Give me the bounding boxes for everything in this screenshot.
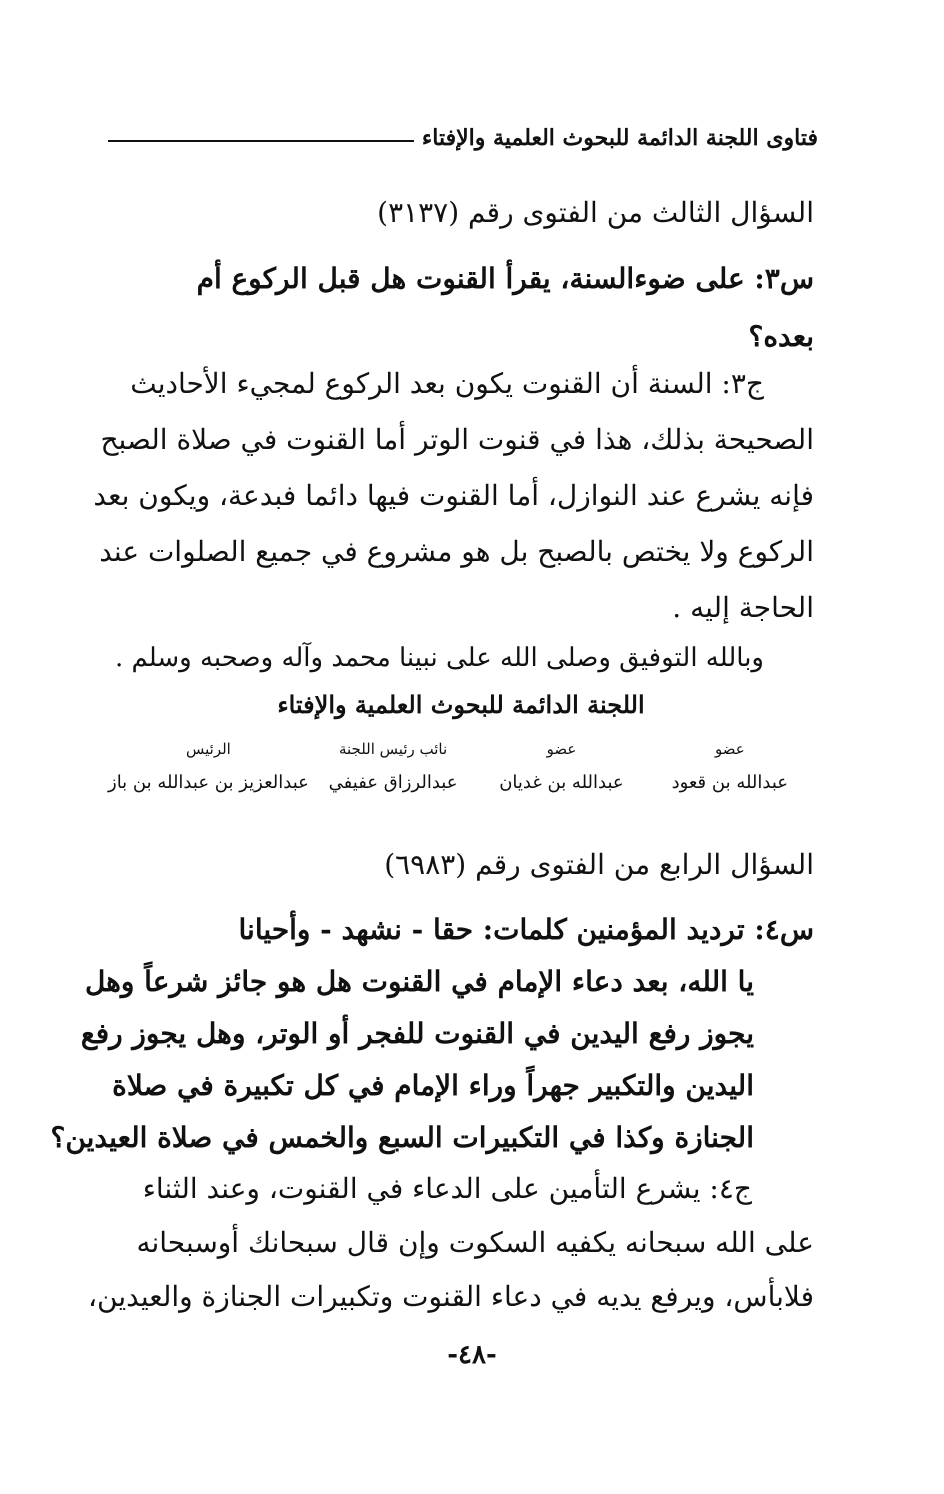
section4-heading-text: السؤال الرابع من الفتوى رقم (٦٩٨٣) xyxy=(384,848,814,881)
section3-answer xyxy=(93,356,814,636)
section3-answer-line: فإنه يشرع عند النوازل، أما القنوت فيها دائما فبدعة، ويكون بعد xyxy=(93,479,814,512)
section3-heading xyxy=(108,190,814,236)
member-role: الرئيس xyxy=(186,740,231,758)
section4-question-line: الجنازة وكذا في التكبيرات السبع والخمس في صلاة العيدين؟ xyxy=(50,1121,754,1154)
section4-question-line: س٤: ترديد المؤمنين كلمات: حقا - نشهد - وأحيانا xyxy=(238,913,814,946)
page-number: -٤٨- xyxy=(447,1340,497,1370)
section3-closing xyxy=(58,638,764,678)
header-rule xyxy=(108,140,414,142)
section3-question xyxy=(108,250,814,366)
section3-question-line: بعده؟ xyxy=(748,320,814,353)
section4-answer-line: على الله سبحانه يكفيه السكوت وإن قال سبحانك أوسبحانه xyxy=(136,1226,814,1259)
section3-question-line: س٣: على ضوءالسنة، يقرأ القنوت هل قبل الركوع أم xyxy=(196,262,814,295)
section3-answer-line: الحاجة إليه . xyxy=(672,591,814,624)
section4-question-line: يجوز رفع اليدين في القنوت للفجر أو الوتر، وهل يجوز رفع xyxy=(80,1017,754,1050)
section4-answer-line: ج٤: يشرع التأمين على الدعاء في القنوت، وعند الثناء xyxy=(142,1172,752,1205)
section4-heading xyxy=(108,842,814,888)
member-name: عبدالرزاق عفيفي xyxy=(328,772,458,793)
section3-answer-line: ج٣: السنة أن القنوت يكون بعد الركوع لمجيء الأحاديث xyxy=(130,367,764,400)
section4-answer-line: فلابأس، ويرفع يديه في دعاء القنوت وتكبيرات الجنازة والعيدين، xyxy=(88,1280,814,1313)
section4-question-line: اليدين والتكبير جهراً وراء الإمام في كل تكبيرة في صلاة xyxy=(112,1069,754,1102)
member-name: عبدالعزيز بن عبدالله بن باز xyxy=(108,772,309,793)
member-name: عبدالله بن قعود xyxy=(671,772,789,793)
section3-heading-text: السؤال الثالث من الفتوى رقم (٣١٣٧) xyxy=(377,196,814,229)
closing-line: وبالله التوفيق وصلى الله على نبينا محمد وآله وصحبه وسلم . xyxy=(114,643,764,673)
member-role: عضو xyxy=(714,740,745,758)
section3-answer-line: الركوع ولا يختص بالصبح بل هو مشروع في جميع الصلوات عند xyxy=(99,535,814,568)
signatures xyxy=(108,740,814,793)
section3-answer-line: الصحيحة بذلك، هذا في قنوت الوتر أما القنوت في صلاة الصبح xyxy=(100,423,814,456)
section4-question xyxy=(50,904,814,1164)
header-title: فتاوى اللجنة الدائمة للبحوث العلمية والإفتاء xyxy=(421,125,818,151)
section4-question-line: يا الله، بعد دعاء الإمام في القنوت هل هو جائز شرعاً وهل xyxy=(84,965,754,998)
member-name: عبدالله بن غديان xyxy=(499,772,624,793)
running-header xyxy=(108,118,818,158)
member-role: عضو xyxy=(546,740,577,758)
committee-title: اللجنة الدائمة للبحوث العلمية والإفتاء xyxy=(277,690,645,719)
member-role: نائب رئيس اللجنة xyxy=(338,740,448,758)
section4-answer xyxy=(88,1162,814,1324)
